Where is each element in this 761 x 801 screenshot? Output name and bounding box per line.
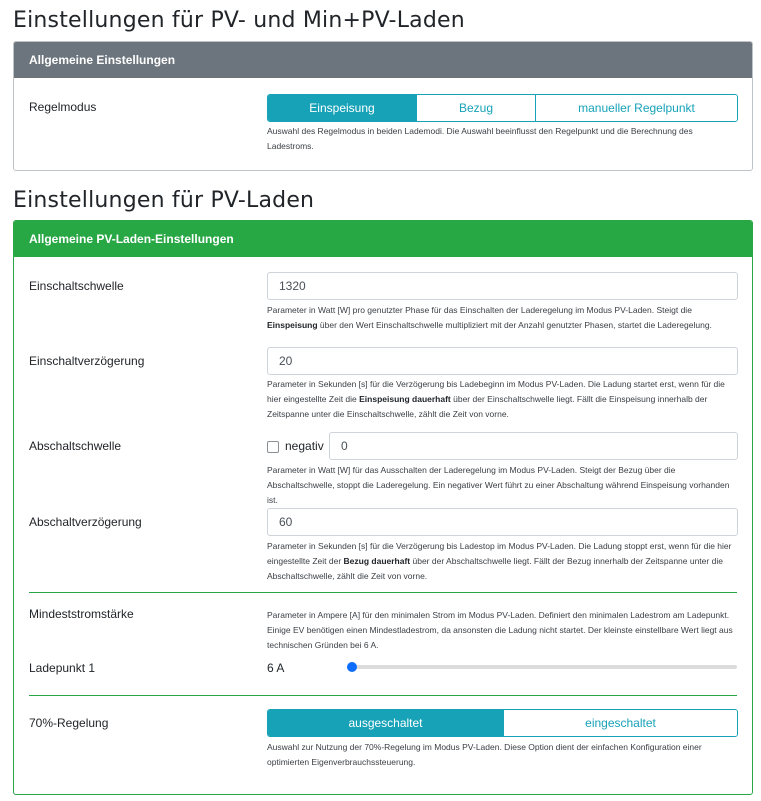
regelmodus-help: Auswahl des Regelmodus in beiden Lademodi. Die Auswahl beeinflusst den Regelpunkt und die Berechnung des Ladestroms. bbox=[267, 126, 693, 151]
regelung70-label: 70%-Regelung bbox=[29, 716, 109, 730]
abschaltschwelle-label: Abschaltschwelle bbox=[29, 439, 122, 453]
abschaltschwelle-help: Parameter in Watt [W] für das Ausschalten der Laderegelung im Modus PV-Laden. Steigt der Bezug über die Abschaltschwelle, stoppt die Laderegelung. Ein negativer Wert führt zu einer Abschaltung während Einspeisung vorhanden ist. bbox=[267, 465, 730, 505]
abschaltverzoegerung-input[interactable]: 60 bbox=[267, 508, 738, 536]
regelmodus-einspeisung-button[interactable]: Einspeisung bbox=[268, 95, 417, 121]
regelung70-eingeschaltet-button[interactable]: eingeschaltet bbox=[504, 710, 737, 736]
mindeststromstaerke-help: Parameter in Ampere [A] für den minimalen Strom im Modus PV-Laden. Definiert den minimalen Ladestrom am Ladepunkt. Einige EV benötigen einen Mindestladestrom, da ansonsten die Ladung nicht startet. Der kleinste einstellbare Wert liegt aus technischen Gründen bei 6 A. bbox=[267, 610, 733, 650]
divider bbox=[29, 695, 737, 696]
abschaltschwelle-input[interactable]: 0 bbox=[329, 432, 738, 460]
mindeststrom-slider-track[interactable] bbox=[347, 665, 737, 669]
einschaltverzoegerung-input[interactable]: 20 bbox=[267, 347, 738, 375]
card-header: Allgemeine Einstellungen bbox=[14, 42, 752, 78]
abschaltverzoegerung-label: Abschaltverzögerung bbox=[29, 515, 142, 529]
regelmodus-label: Regelmodus bbox=[29, 100, 97, 114]
regelung70-help: Auswahl zur Nutzung der 70%-Regelung im Modus PV-Laden. Diese Option dient der einfachen Konfiguration einer optimierten Eigenverbrauchssteuerung. bbox=[267, 742, 702, 767]
section-title-pv-minpv: Einstellungen für PV- und Min+PV-Laden bbox=[13, 8, 465, 33]
negativ-checkbox[interactable] bbox=[267, 441, 279, 453]
einschaltschwelle-help: Parameter in Watt [W] pro genutzter Phase für das Einschalten der Laderegelung im Modus PV-Laden. Steigt die Einspeisung über den Wert Einschaltschwelle multipliziert mit der Anzahl genutzter Phasen, startet die Laderegelung. bbox=[267, 305, 712, 330]
negativ-checkbox-label[interactable]: negativ bbox=[285, 439, 324, 453]
einschaltverzoegerung-label: Einschaltverzögerung bbox=[29, 354, 145, 368]
mindeststrom-value: 6 A bbox=[267, 661, 285, 675]
einschaltschwelle-label: Einschaltschwelle bbox=[29, 279, 124, 293]
section-title-pv: Einstellungen für PV-Laden bbox=[13, 188, 315, 213]
general-settings-card bbox=[13, 41, 753, 171]
regelung70-button-group bbox=[267, 709, 738, 737]
general-pv-settings-card bbox=[13, 220, 753, 795]
regelmodus-button-group bbox=[267, 94, 738, 122]
mindeststrom-slider-thumb[interactable] bbox=[347, 662, 357, 672]
abschaltverzoegerung-help: Parameter in Sekunden [s] für die Verzögerung bis Ladestop im Modus PV-Laden. Die Ladung stoppt erst, wenn für die hier eingestellte Zeit der Bezug dauerhaft über der Abschaltschwelle liegt. Fällt der Bezug innerhalb der Zeitspanne unter die Abschaltschwelle, zählt die Zeit von vorne. bbox=[267, 541, 732, 581]
einschaltschwelle-input[interactable]: 1320 bbox=[267, 272, 738, 300]
einschaltverzoegerung-help: Parameter in Sekunden [s] für die Verzögerung bis Ladebeginn im Modus PV-Laden. Die Ladung startet erst, wenn für die hier eingestellte Zeit die Einspeisung dauerhaft über der Einschaltschwelle liegt. Fällt die Einspeisung innerhalb der Zeitspanne unter die Einschaltschwelle, zählt die Zeit von vorne. bbox=[267, 379, 725, 419]
regelmodus-manueller-regelpunkt-button[interactable]: manueller Regelpunkt bbox=[536, 95, 737, 121]
mindeststromstaerke-label: Mindeststromstärke bbox=[29, 607, 134, 621]
regelmodus-bezug-button[interactable]: Bezug bbox=[417, 95, 536, 121]
divider bbox=[29, 592, 737, 593]
card-header: Allgemeine PV-Laden-Einstellungen bbox=[14, 221, 752, 257]
ladepunkt-label: Ladepunkt 1 bbox=[29, 661, 96, 675]
regelung70-ausgeschaltet-button[interactable]: ausgeschaltet bbox=[268, 710, 504, 736]
